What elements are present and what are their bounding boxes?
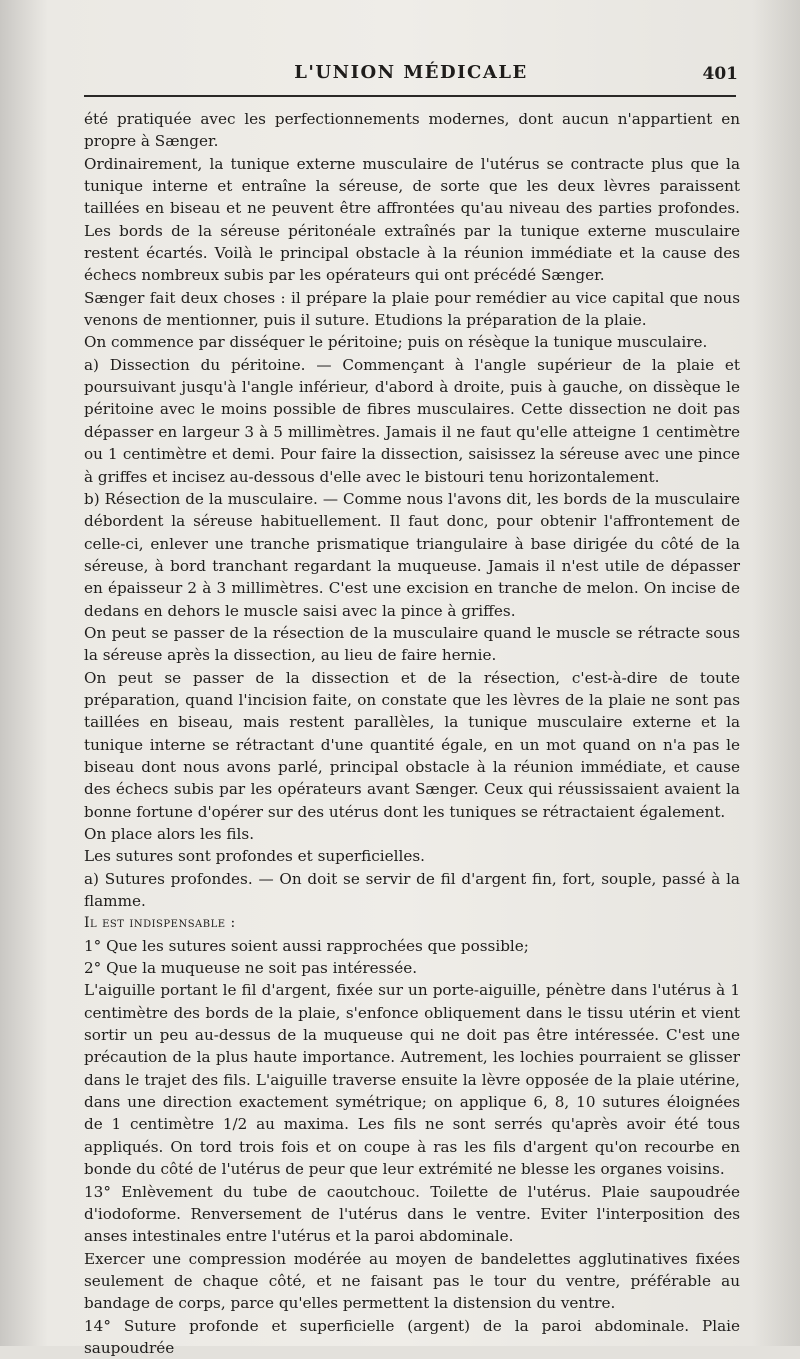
paragraph: 14° Suture profonde et superficielle (argent) de la paroi abdominale. Plaie saupoudrée [84, 1316, 740, 1357]
paragraph: Exercer une compression modérée au moyen de bandelettes agglutinatives fixées seulement de chaque côté, et ne faisant pas le tour du ventre, préférable au bandage de corps, parce qu'elles permettent la distension du ventre. [84, 1249, 740, 1313]
article-body [84, 108, 740, 1359]
paragraph: Ordinairement, la tunique externe musculaire de l'utérus se contracte plus que la tunique interne et entraîne la séreuse, de sorte que les deux lèvres paraissent taillées en biseau et ne peuvent être affrontées qu'au niveau des parties profondes. Les bords de la séreuse péritonéale extraînés par la tunique externe musculaire restent écartés. Voilà le principal obstacle à la réunion immédiate et la cause des échecs nombreux subis par les opérateurs qui ont précédé Sænger. [84, 154, 740, 285]
paragraph: L'aiguille portant le fil d'argent, fixée sur un porte-aiguille, pénètre dans l'utérus à 1 centimètre des bords de la plaie, s'enfonce obliquement dans le tissu utérin et vient sortir un peu au-dessus de la muqueuse qui ne doit pas être intéressée. C'est une précaution de la plus haute importance. Autrement, les lochies pourraient se glisser dans le trajet des fils. L'aiguille traverse ensuite la lèvre opposée de la plaie utérine, dans une direction exactement symétrique; on applique 6, 8, 10 sutures éloignées de 1 centimètre 1/2 au maxima. Les fils ne sont serrés qu'après avoir été tous appliqués. On tord trois fois et on coupe à ras les fils d'argent qu'on recourbe en bonde du côté de l'utérus de peur que leur extrémité ne blesse les organes voisins. [84, 981, 740, 1179]
paragraph: b) Résection de la musculaire. — Comme nous l'avons dit, les bords de la musculaire débordent la séreuse habituellement. Il faut donc, pour obtenir l'affrontement de celle-ci, enlever une tranche prismatique triangulaire à base dirigée du côté de la séreuse, à bord tranchant regardant la muqueuse. Jamais il n'est utile de dépasser en épaisseur 2 à 3 millimètres. C'est une excision en tranche de melon. On incise de dedans en dehors le muscle saisi avec la pince à griffes. [84, 489, 740, 620]
page-header [84, 60, 738, 90]
running-title: L'UNION MÉDICALE [294, 62, 528, 83]
list-item: 1° Que les sutures soient aussi rapprochées que possible; [84, 936, 529, 955]
page-number: 401 [702, 64, 738, 84]
paragraph: On place alors les fils. [84, 825, 255, 843]
paragraph: Sænger fait deux choses : il prépare la plaie pour remédier au vice capital que nous venons de mentionner, puis il suture. Etudions la préparation de la plaie. [84, 288, 740, 330]
paragraph: On peut se passer de la résection de la musculaire quand le muscle se rétracte sous la séreuse après la dissection, au lieu de faire hernie. [84, 623, 740, 665]
paragraph: 13° Enlèvement du tube de caoutchouc. Toilette de l'utérus. Plaie saupoudrée d'iodoforme. Renversement de l'utérus dans le ventre. Eviter l'interposition des anses intestinales entre l'utérus et la paroi abdominale. [84, 1182, 740, 1246]
paragraph: On peut se passer de la dissection et de la résection, c'est-à-dire de toute préparation, quand l'incision faite, on constate que les lèvres de la plaie ne sont pas taillées en biseau, mais restent parallèles, la tunique musculaire externe et la tunique interne se rétractant d'une quantité égale, en un mot quand on n'a pas le biseau dont nous avons parlé, principal obstacle à la réunion immédiate, et cause des échecs subis par les opérateurs avant Sænger. Ceux qui réussissaient avaient la bonne fortune d'opérer sur des utérus dont les tuniques se rétractaient également. [84, 668, 740, 821]
list-item: 2° Que la muqueuse ne soit pas intéressée. [84, 959, 418, 978]
paragraph: a) Dissection du péritoine. — Commençant à l'angle supérieur de la plaie et poursuivant jusqu'à l'angle inférieur, d'abord à droite, puis à gauche, on dissèque le péritoine avec le moins possible de fibres musculaires. Cette dissection ne doit pas dépasser en largeur 3 à 5 millimètres. Jamais il ne faut qu'elle atteigne 1 centimètre ou 1 centimètre et demi. Pour faire la dissection, saisissez la séreuse avec une pince à griffes et incisez au-dessous d'elle avec le bistouri tenu horizontalement. [84, 355, 740, 486]
paragraph: a) Sutures profondes. — On doit se servir de fil d'argent fin, fort, souple, passé à la flamme. [84, 869, 740, 911]
header-rule [84, 95, 736, 97]
paragraph-heading: Il est indispensable : [84, 915, 236, 932]
paragraph: été pratiquée avec les perfectionnements modernes, dont aucun n'appartient en propre à Sænger. [84, 110, 740, 151]
paragraph: On commence par disséquer le péritoine; puis on résèque la tunique musculaire. [84, 333, 708, 352]
paragraph: Les sutures sont profondes et superficielles. [84, 847, 425, 866]
